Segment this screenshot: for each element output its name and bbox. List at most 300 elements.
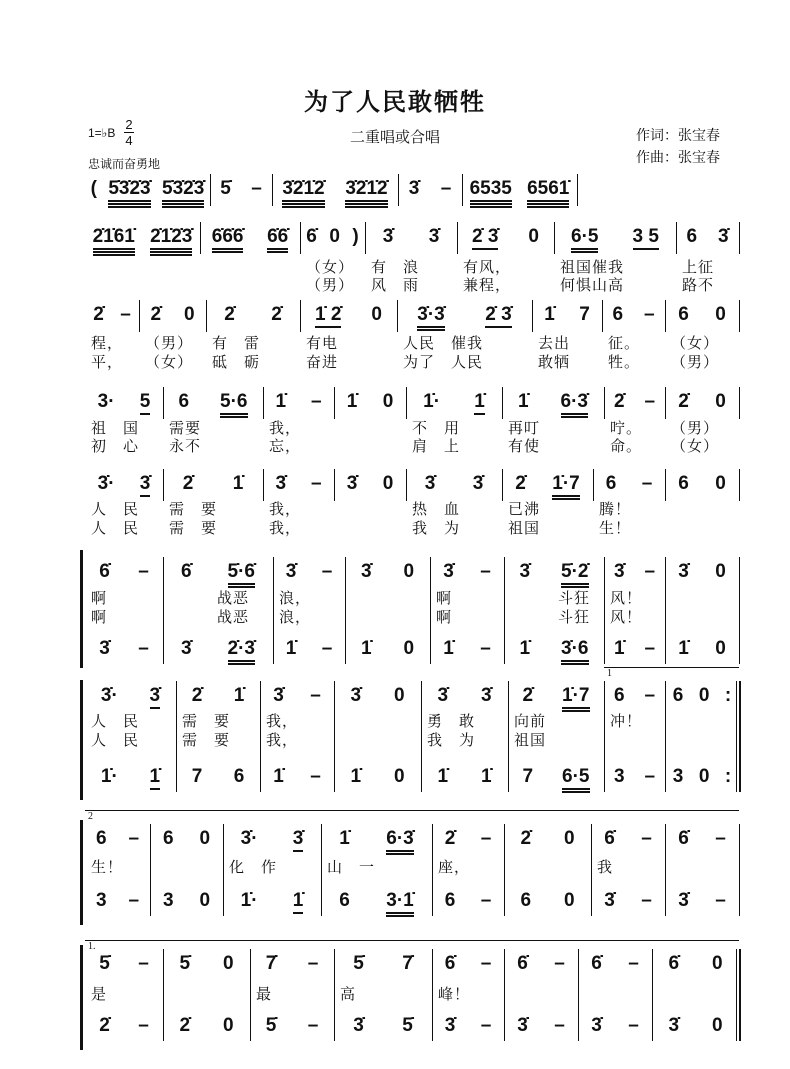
- note: [138, 1015, 149, 1037]
- note-text: 6: [178, 391, 190, 412]
- note-text: 1̇: [474, 391, 485, 412]
- note-text: 0: [183, 304, 195, 325]
- note: [310, 685, 321, 707]
- note-text: 6535: [469, 178, 512, 199]
- note-text: –: [321, 638, 333, 659]
- note: [668, 1015, 679, 1037]
- note-text: –: [310, 766, 321, 787]
- note-text: 5̇: [99, 953, 110, 974]
- underline: [470, 203, 512, 205]
- note-text: –: [641, 828, 652, 849]
- note-text: 0: [698, 766, 710, 787]
- note: [561, 391, 588, 413]
- note: [564, 828, 575, 850]
- note-text: 0: [222, 1015, 234, 1036]
- note: [184, 304, 195, 326]
- note: [725, 685, 731, 707]
- measure-notes: [432, 828, 504, 852]
- measure-notes: [176, 685, 260, 709]
- note: [472, 226, 498, 248]
- note: [402, 1015, 413, 1037]
- lower-voice-notes: [652, 1015, 739, 1039]
- note: [347, 473, 358, 495]
- note-text: 1̇·7: [562, 685, 590, 706]
- underline: [140, 495, 151, 497]
- note: [417, 304, 444, 326]
- note: [481, 766, 492, 788]
- note: [286, 561, 297, 583]
- lyric-line-1: 化 作: [229, 858, 278, 876]
- note: [644, 304, 655, 326]
- note-text: 5̇: [220, 178, 231, 199]
- note: [519, 638, 530, 660]
- note-text: 6̇: [591, 953, 602, 974]
- note: [715, 473, 726, 495]
- lower-voice-notes: [665, 766, 739, 790]
- note-text: 1̇: [360, 638, 372, 659]
- note: [99, 953, 110, 975]
- note: [275, 473, 286, 495]
- lyric-line-2: 奋进: [306, 353, 339, 371]
- note: [715, 391, 726, 413]
- note-text: 2̇: [271, 304, 282, 325]
- note: [641, 828, 652, 850]
- measure-notes: [421, 685, 508, 709]
- time-signature-bottom: 4: [125, 133, 133, 148]
- note-text: 3̇·6: [561, 638, 589, 659]
- note: [644, 766, 655, 788]
- underline: [108, 206, 150, 208]
- lyric-line-2: 我 为: [427, 731, 476, 749]
- note-text: 0: [382, 391, 394, 412]
- lower-voice-notes: [432, 890, 504, 914]
- barline: [736, 949, 741, 1041]
- lyric-line-1: 山 一: [327, 858, 376, 876]
- underline: [562, 710, 589, 712]
- note: [522, 766, 533, 788]
- note: [394, 766, 405, 788]
- underline: [345, 206, 387, 208]
- measure-notes: [200, 226, 300, 250]
- note-text: –: [138, 1015, 149, 1036]
- note: [614, 561, 625, 583]
- note-text: 0: [393, 685, 405, 706]
- note-text: 2̇ 3̇: [485, 304, 512, 325]
- measure-notes: [591, 828, 665, 852]
- lower-voice-notes: [85, 890, 150, 914]
- note-text: (: [90, 178, 97, 199]
- lyric-line-1: 我: [597, 858, 614, 876]
- note-text: 2̇: [678, 391, 689, 412]
- note: [604, 890, 615, 912]
- note: [273, 766, 284, 788]
- lyric-line-2: 人 民: [91, 519, 140, 537]
- lyric-line-1: 最: [256, 985, 273, 1003]
- note: [128, 890, 139, 912]
- lyric-line-1: 祖国催我: [560, 258, 625, 276]
- underline: [228, 583, 255, 585]
- note-text: 6̇: [678, 828, 689, 849]
- underline: [228, 660, 255, 662]
- measure-notes: [665, 828, 739, 852]
- note-text: 5̇·2̇: [561, 561, 589, 582]
- note-text: 6: [612, 304, 624, 325]
- underline: [293, 912, 304, 914]
- note: [520, 828, 531, 850]
- underline: [571, 248, 598, 250]
- note-text: 0: [715, 304, 726, 325]
- note: [353, 953, 364, 975]
- note-text: 0: [715, 391, 726, 412]
- measure-notes: [85, 391, 163, 415]
- note: [564, 890, 575, 912]
- note-text: –: [138, 953, 149, 974]
- note: [519, 561, 530, 583]
- note-text: 3̇: [517, 1015, 528, 1036]
- underline: [345, 203, 387, 205]
- lower-voice-notes: [345, 638, 430, 662]
- note: [481, 685, 492, 707]
- note: [712, 953, 723, 975]
- note: [267, 226, 288, 248]
- lyric-line-1: 我，: [266, 712, 299, 730]
- note: [591, 953, 602, 975]
- note-text: 0: [329, 226, 340, 247]
- note-text: 3̇: [444, 1015, 456, 1036]
- note-text: 3̇·: [100, 685, 118, 706]
- note: [474, 391, 485, 413]
- measure-notes: [604, 561, 665, 585]
- note: [361, 638, 372, 660]
- measure-notes: [504, 828, 591, 852]
- note-text: 3̇: [424, 473, 436, 494]
- note-text: 1̇: [443, 638, 454, 659]
- note: [445, 890, 456, 912]
- volta-line: [85, 940, 739, 941]
- measure-notes: [532, 304, 602, 328]
- barline: [739, 824, 740, 916]
- note: [485, 304, 511, 326]
- lyric-line-2: 需 要: [182, 731, 231, 749]
- note-text: 2̇: [99, 1015, 110, 1036]
- note-text: –: [138, 638, 149, 659]
- note-text: 1̇: [480, 766, 492, 787]
- underline: [561, 583, 588, 585]
- note: [480, 638, 491, 660]
- lyric-line-1: 有电: [306, 334, 339, 352]
- note: [470, 178, 512, 200]
- note: [138, 953, 149, 975]
- note-text: 0: [698, 685, 710, 706]
- underline: [527, 200, 569, 202]
- measure-notes: [334, 473, 406, 497]
- measure-notes: [85, 828, 150, 852]
- note: [345, 178, 387, 200]
- note: [394, 685, 405, 707]
- note-text: 2̇: [150, 304, 162, 325]
- underline: [162, 203, 204, 205]
- note-text: 1̇: [613, 638, 625, 659]
- lower-voice-notes: [604, 766, 665, 790]
- underline: [228, 586, 255, 588]
- note-text: 7: [579, 304, 590, 325]
- note: [101, 685, 118, 707]
- lyric-line-1: （男）: [145, 334, 194, 352]
- note-text: 1̇: [678, 638, 689, 659]
- lyric-line-1: 腾！: [599, 500, 632, 518]
- underline: [220, 413, 247, 415]
- note-text: 2̇1̇2̇3̇: [150, 226, 193, 247]
- note: [699, 685, 710, 707]
- note-text: 5: [139, 391, 151, 412]
- note-text: 6·5: [571, 226, 599, 247]
- measure-notes: [665, 561, 739, 585]
- measure-notes: [502, 391, 604, 415]
- note-text: 6: [339, 890, 350, 911]
- lower-voice-notes: [334, 766, 421, 790]
- underline: [633, 248, 659, 250]
- measure-notes: [406, 391, 502, 415]
- note: [383, 226, 394, 248]
- note: [98, 391, 115, 413]
- note: [329, 226, 340, 248]
- note-text: –: [440, 178, 452, 199]
- note-text: 3̇: [437, 685, 449, 706]
- lyric-line-2: （女）: [671, 437, 720, 455]
- time-signature: [124, 117, 134, 148]
- note: [429, 226, 440, 248]
- note-text: 0: [222, 953, 234, 974]
- note-text: –: [644, 766, 656, 787]
- note-text: 3·: [97, 391, 115, 412]
- note: [715, 890, 726, 912]
- measure-notes: [604, 391, 665, 415]
- measure-notes: [163, 473, 263, 497]
- underline: [562, 707, 589, 709]
- note-text: 5̇: [179, 953, 191, 974]
- note: [644, 638, 655, 660]
- song-title: 为了人民敢牺牲: [304, 88, 486, 116]
- measure-notes: [300, 304, 397, 328]
- lower-voice-notes: [273, 638, 345, 662]
- note-text: 3̇: [149, 685, 161, 706]
- note-text: 3̇: [717, 226, 729, 247]
- note: [544, 304, 555, 326]
- measure-notes: [652, 953, 739, 977]
- lyric-line-1: 有风，: [463, 258, 512, 276]
- note-text: 7: [522, 766, 534, 787]
- note-text: 0: [715, 561, 726, 582]
- note-text: 5̇·6̇: [227, 561, 255, 582]
- note: [403, 561, 414, 583]
- measure-notes: [272, 178, 398, 202]
- lyric-line-1: 咛。: [610, 419, 643, 437]
- note-text: 3̇·: [97, 473, 115, 494]
- lyric-line-1: （男）: [671, 419, 720, 437]
- lyric-line-1: 热 血: [412, 500, 461, 518]
- note-text: 3̇: [346, 473, 358, 494]
- note: [678, 391, 689, 413]
- note-text: 6̇: [444, 953, 456, 974]
- lyric-line-1: （女）: [671, 334, 720, 352]
- note: [562, 766, 589, 788]
- lower-voice-notes: [321, 890, 432, 914]
- lower-voice-notes: [163, 638, 273, 662]
- note: [128, 828, 139, 850]
- underline: [470, 206, 512, 208]
- note: [181, 561, 192, 583]
- underline: [267, 251, 288, 253]
- lyric-line-1: 峰！: [438, 985, 471, 1003]
- note: [445, 1015, 456, 1037]
- note: [644, 561, 655, 583]
- system-bracket: [80, 945, 83, 1050]
- note: [561, 638, 588, 660]
- note-text: 2̇: [515, 473, 526, 494]
- note-text: 6: [613, 685, 625, 706]
- note-text: 0: [371, 304, 382, 325]
- note: [266, 953, 277, 975]
- note: [192, 766, 203, 788]
- song-subtitle: 二重唱或合唱: [349, 128, 440, 146]
- note-text: 1̇: [273, 766, 284, 787]
- lyric-line-2: （男）: [671, 353, 720, 371]
- lower-voice-notes: [163, 1015, 250, 1039]
- note: [286, 638, 297, 660]
- barline: [739, 222, 740, 254]
- note: [517, 1015, 528, 1037]
- lyric-line-2: 兼程，: [463, 276, 512, 294]
- note-text: 1̇: [233, 685, 245, 706]
- lower-voice-notes: [176, 766, 260, 790]
- volta-number: 1.: [88, 941, 96, 952]
- note-text: 3̇: [353, 1015, 364, 1036]
- note: [339, 890, 350, 912]
- note: [162, 178, 204, 200]
- note-text: 7̇: [265, 953, 277, 974]
- lyric-line-1: 浪，: [279, 589, 312, 607]
- note: [282, 178, 324, 200]
- note: [150, 226, 192, 248]
- barline: [577, 174, 578, 206]
- note-text: 3̇2̇1̇2̇: [345, 178, 388, 199]
- lyric-line-1: 冲！: [610, 712, 643, 730]
- underline: [561, 416, 588, 418]
- note-text: –: [480, 561, 491, 582]
- note: [644, 685, 655, 707]
- underline: [470, 200, 512, 202]
- lower-voice-notes: [432, 1015, 504, 1039]
- note: [308, 953, 319, 975]
- note: [409, 178, 420, 200]
- lower-voice-notes: [250, 1015, 334, 1039]
- lyric-line-1: 祖 国: [91, 419, 140, 437]
- note-text: 3 5: [632, 226, 659, 247]
- note-text: 6: [444, 890, 456, 911]
- note-text: 1̇: [339, 828, 350, 849]
- note: [271, 304, 282, 326]
- note-text: 0: [711, 1015, 723, 1036]
- note-text: 2̇: [93, 304, 104, 325]
- lyric-line-2: 何惧山高: [560, 276, 625, 294]
- note-text: 7̇: [402, 953, 413, 974]
- note: [642, 473, 653, 495]
- note: [481, 1015, 492, 1037]
- note: [251, 178, 262, 200]
- measure-notes: [273, 561, 345, 585]
- lower-voice-notes: [430, 638, 504, 662]
- note-text: –: [307, 953, 319, 974]
- system-bracket: [80, 550, 83, 668]
- note: [445, 953, 456, 975]
- note-text: 3̇·: [240, 828, 258, 849]
- note: [522, 685, 533, 707]
- note-text: 6561̇: [527, 178, 570, 199]
- note-text: 6: [233, 766, 245, 787]
- lyric-line-1: 战恶: [169, 589, 250, 607]
- note: [93, 226, 135, 248]
- note-text: 6̇: [180, 561, 192, 582]
- barline: [739, 557, 740, 664]
- lyric-line-1: 高: [340, 985, 357, 1003]
- note: [552, 473, 579, 495]
- note-text: 2̇: [613, 391, 625, 412]
- lower-voice-notes: [85, 638, 163, 662]
- lyric-line-1: 我，: [269, 500, 302, 518]
- measure-notes: [223, 828, 321, 852]
- underline: [220, 416, 247, 418]
- measure-notes: [85, 304, 139, 328]
- underline: [562, 791, 589, 793]
- measure-notes: [665, 685, 739, 709]
- note: [686, 226, 697, 248]
- lyric-line-2: 生！: [599, 519, 632, 537]
- note-text: 6̇: [306, 226, 317, 247]
- note: [140, 473, 151, 495]
- note-text: 6: [162, 828, 174, 849]
- note: [443, 561, 454, 583]
- note-text: 2̇: [182, 473, 194, 494]
- underline: [212, 248, 244, 250]
- lyric-line-1: 勇 敢: [427, 712, 476, 730]
- note-text: –: [641, 473, 653, 494]
- underline: [552, 498, 579, 500]
- lyric-line-2: 敢牺: [538, 353, 571, 371]
- note-text: 3: [613, 766, 625, 787]
- note-text: 2̇1̇61̇: [92, 226, 135, 247]
- lyric-line-2: 永不: [169, 437, 202, 455]
- measure-notes: [85, 685, 176, 709]
- lyric-line-2: 人 民: [91, 731, 140, 749]
- underline: [282, 206, 324, 208]
- note: [311, 391, 322, 413]
- measure-notes: [398, 178, 462, 202]
- lyric-line-2: 肩 上: [412, 437, 461, 455]
- underline: [386, 850, 413, 852]
- lyric-line-1: 上征: [682, 258, 715, 276]
- note-text: 0: [563, 890, 575, 911]
- lower-voice-notes: [85, 1015, 163, 1039]
- note-text: 2̇: [522, 685, 534, 706]
- lower-voice-notes: [578, 1015, 652, 1039]
- note: [678, 304, 689, 326]
- note-text: 3̇: [275, 473, 287, 494]
- measure-notes: [508, 685, 604, 709]
- note-text: 6̇: [99, 561, 110, 582]
- lyric-line-2: 斗狂: [510, 608, 591, 626]
- note-text: –: [310, 391, 322, 412]
- underline: [267, 248, 288, 250]
